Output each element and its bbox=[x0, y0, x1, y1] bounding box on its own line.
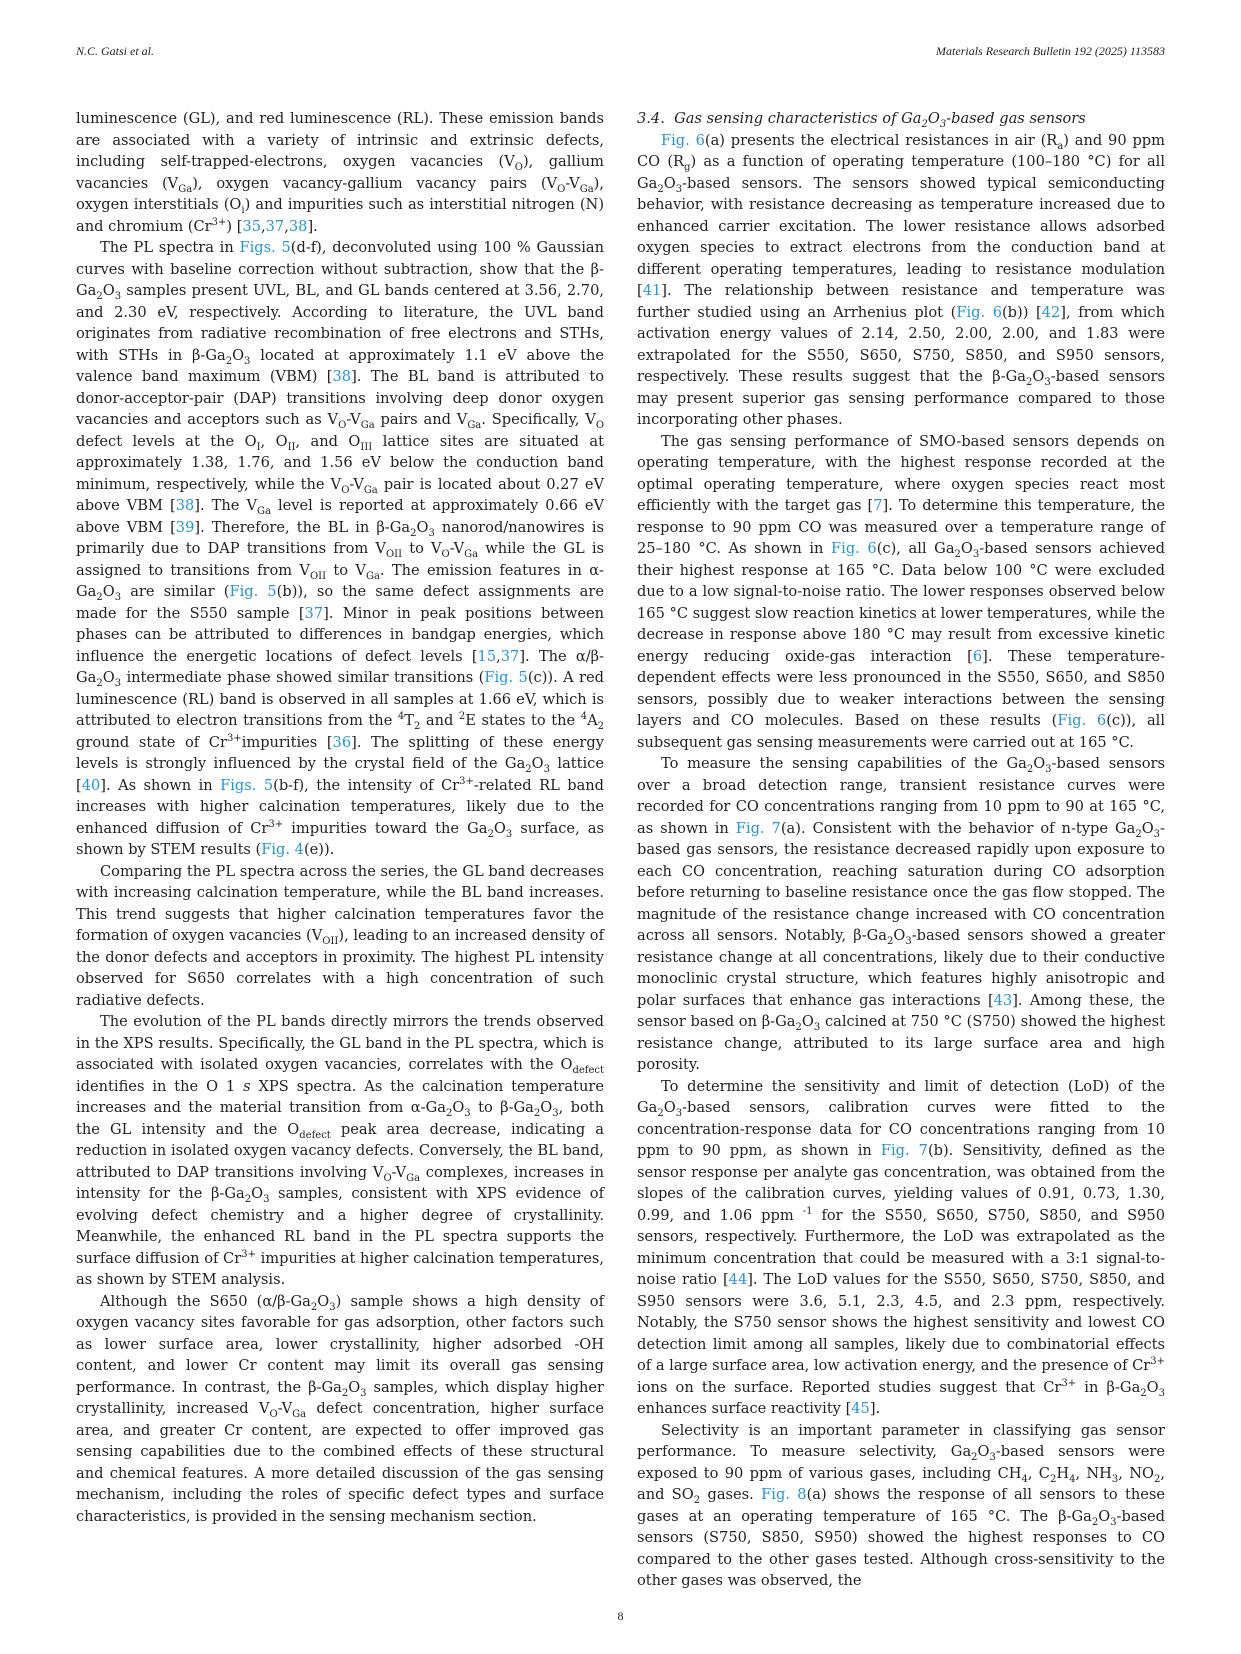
paragraph: To measure the sensing capabilities of the $Ga_2O_3$-based sensors over a broad detection range, transient resistance curves were recorded for CO concentrations ranging from 10 ppm to 90 at 165 °C, as shown in Fig. 7(a). Consistent with the behavior of n-type $Ga_2O_3$-based gas sensors, the resistance decreased rapidly upon exposure to each CO concentration, reaching saturation during CO adsorption before returning to baseline resistance once the gas flow stopped. The magnitude of the resistance change increased with CO concentration across all sensors. Notably, $\beta-Ga_2O_3$-based sensors showed a greater resistance change at all concentrations, likely due to their conductive monoclinic crystal structure, which features highly anisotropic and polar surfaces that enhance gas interactions [43]. Among these, the sensor based on $\beta-Ga_2O_3$ calcined at 750 °C (S750) showed the highest resistance change, attributed to its large surface area and high porosity. bbox=[637, 755, 1165, 1073]
figure-link[interactable]: Fig. 5 bbox=[229, 583, 277, 600]
paragraph: The PL spectra in Figs. 5(d-f), deconvoluted using 100 % Gaussian curves with baseline correction without subtraction, show that the $\beta-Ga_2O_3$ samples present UVL, BL, and GL bands centered at 3.56, 2.70, and 2.30 eV, respectively. According to literature, the UVL band originates from radiative recombination of free electrons and STHs, with STHs in $\beta-Ga_2O_3$ located at approximately 1.1 eV above the valence band maximum (VBM) [38]. The BL band is attributed to donor-acceptor-pair (DAP) transitions involving deep donor oxygen vacancies and acceptors such as $V_O-V_{Ga}$ pairs and $V_{Ga}$. Specifically, $V_O$ defect levels at the $O_I$, $O_{II}$, and $O_{III}$ lattice sites are situated at approximately 1.38, 1.76, and 1.56 eV below the conduction band minimum, respectively, while the $V_O-V_{Ga}$ pair is located about 0.27 eV above VBM [38]. The $V_{Ga}$ level is reported at approximately 0.66 eV above VBM [39]. Therefore, the BL in $\beta-Ga_2O_3$ nanorod/nanowires is primarily due to DAP transitions from $V_{OII}$ to $V_O-V_{Ga}$ while the GL is assigned to transitions from $V_{OII}$ to $V_{Ga}$. The emission features in $\alpha-Ga_2O_3$ are similar (Fig. 5(b)), so the same defect assignments are made for the S550 sample [37]. Minor in peak positions between phases can be attributed to differences in bandgap energies, which influence the energetic locations of defect levels [15,37]. The $\alpha/\beta-Ga_2O_3$ intermediate phase showed similar transitions (Fig. 5(c)). A red luminescence (RL) band is observed in all samples at 1.66 eV, which is attributed to electron transitions from the $^4T_2$ and $^2$E states to the $^4A_2$ ground state of $Cr^{3+}impurities$ [36]. The splitting of these energy levels is strongly influenced by the crystal field of the $Ga_2O_3$ lattice [40]. As shown in Figs. 5(b-f), the intensity of $Cr^{3+}$-related RL band increases with higher calcination temperatures, likely due to the enhanced diffusion of $Cr^{3+}$ impurities toward the $Ga_2O_3$ surface, as shown by STEM results (Fig. 4(e)). bbox=[76, 239, 605, 858]
figure-link[interactable]: Fig. 4 bbox=[261, 841, 304, 858]
paragraph: The evolution of the PL bands directly mirrors the trends observed in the XPS results. Specifically, the GL band in the PL spectra, which is associated with isolated oxygen vacancies, correlates with the $O_{defect}$ identifies in the O 1 s XPS spectra. As the calcination temperature increases and the material transition from $\alpha-Ga_2O_3$ to $\beta-Ga_2O_3$, both the GL intensity and the $O_{defect}$ peak area decrease, indicating a reduction in isolated oxygen vacancy defects. Conversely, the BL band, attributed to DAP transitions involving $V_O-V_{Ga}$ complexes, increases in intensity for the $\beta-Ga_2O_3$ samples, consistent with XPS evidence of evolving defect chemistry and a higher degree of crystallinity. Meanwhile, the enhanced RL band in the PL spectra supports the surface diffusion of $Cr^{3+}$ impurities at higher calcination temperatures, as shown by STEM analysis. bbox=[76, 1013, 605, 1288]
paragraph: Comparing the PL spectra across the series, the GL band decreases with increasing calcination temperature, while the BL band increases. This trend suggests that higher calcination temperatures favor the formation of oxygen vacancies $(V_{OII})$, leading to an increased density of the donor defects and acceptors in proximity. The highest PL intensity observed for S650 correlates with a high concentration of such radiative defects. bbox=[76, 862, 604, 1009]
citation-link[interactable]: 37 bbox=[265, 217, 285, 235]
citation-link[interactable]: 43 bbox=[993, 991, 1013, 1009]
figure-link[interactable]: Figs. 5 bbox=[239, 239, 291, 256]
paragraph: The gas sensing performance of SMO-based sensors depends on operating temperature, with the highest response recorded at the optimal operating temperature, where oxygen species react most efficiently with the target gas [7]. To determine this temperature, the response to 90 ppm CO was measured over a temperature range of 25–180 °C. As shown in Fig. 6(c), all $Ga_2O_3$-based sensors achieved their highest response at 165 °C. Data below 100 °C were excluded due to a low signal-to-noise ratio. The lower responses observed below 165 °C suggest slow reaction kinetics at lower temperatures, while the decrease in response above 180 °C may result from excessive kinetic energy reducing oxide-gas interaction [6]. These temperature-dependent effects were less pronounced in the S550, S650, and S850 sensors, possibly due to weaker interactions between the sensing layers and CO molecules. Based on these results (Fig. 6(c)), all subsequent gas sensing measurements were carried out at 165 °C. bbox=[637, 432, 1166, 751]
paragraph: Although the S650 $(\alpha/\beta-Ga_2O_3)$ sample shows a high density of oxygen vacancy sites favorable for gas adsorption, other factors such as lower surface area, lower crystallinity, higher adsorbed -OH content, and lower Cr content may limit its overall gas sensing performance. In contrast, the $\beta-Ga_2O_3$ samples, which display higher crystallinity, increased $V_O-V_{Ga}$ defect concentration, higher surface area, and greater Cr content, are expected to offer improved gas sensing capabilities due to the combined effects of these structural and chemical features. A more detailed discussion of the gas sensing mechanism, including the roles of specific defect types and surface characteristics, is provided in the sensing mechanism section. bbox=[76, 1292, 604, 1525]
citation-link[interactable]: 37 bbox=[304, 604, 324, 622]
running-header-journal: Materials Research Bulletin 192 (2025) 113583 bbox=[936, 44, 1165, 58]
figure-link[interactable]: Fig. 6 bbox=[661, 131, 705, 149]
citation-link[interactable]: 38 bbox=[288, 217, 308, 235]
paragraph: Selectivity is an important parameter in classifying gas sensor performance. To measure selectivity, $Ga_2O_3$-based sensors were exposed to 90 ppm of various gases, including $CH_4$, $C_2H_4$, $NH_3$, $NO_2$, and $SO_2$ gases. Fig. 8(a) shows the response of all sensors to these gases at an operating temperature of 165 °C. The $\beta-Ga_2O_3$-based sensors (S750, S850, S950) showed the highest responses to CO compared to the other gases tested. Although cross-sensitivity to the other gases was observed, the bbox=[637, 1421, 1166, 1589]
citation-link[interactable]: 40 bbox=[81, 776, 101, 794]
figure-link[interactable]: Fig. 6 bbox=[831, 540, 877, 557]
figure-link[interactable]: Fig. 6 bbox=[956, 303, 1002, 321]
citation-link[interactable]: 36 bbox=[332, 733, 352, 751]
figure-link[interactable]: Fig. 6 bbox=[1057, 712, 1107, 729]
citation-link[interactable]: 15 bbox=[477, 647, 497, 665]
figure-link[interactable]: Fig. 7 bbox=[735, 819, 781, 837]
citation-link[interactable]: 6 bbox=[972, 647, 983, 665]
citation-link[interactable]: 42 bbox=[1041, 303, 1061, 321]
paragraph: Fig. 6(a) presents the electrical resistances in air $(R_a)$ and 90 ppm CO $(R_g)$ as a function of operating temperature (100–180 °C) for all $Ga_2O_3$-based sensors. The sensors showed typical semiconducting behavior, with resistance decreasing as temperature increased due to enhanced carrier excitation. The lower resistance allows adsorbed oxygen species to extract electrons from the conduction band at different operating temperatures, leading to resistance modulation [41]. The relationship between resistance and temperature was further studied using an Arrhenius plot (Fig. 6(b)) [42], from which activation energy values of 2.14, 2.50, 2.00, 2.00, and 1.83 were extrapolated for the S550, S650, S750, S850, and S950 sensors, respectively. These results suggest that the $\beta-Ga_2O_3$-based sensors may present superior gas sensing performance compared to those incorporating other phases. bbox=[637, 131, 1165, 428]
figure-link[interactable]: Fig. 5 bbox=[484, 669, 528, 686]
citation-link[interactable]: 35 bbox=[242, 217, 261, 235]
citation-link[interactable]: 37 bbox=[500, 647, 520, 665]
paragraph: To determine the sensitivity and limit of detection (LoD) of the $Ga_2O_3$-based sensors, calibration curves were fitted to the concentration-response data for CO concentrations ranging from 10 ppm to 90 ppm, as shown in Fig. 7(b). Sensitivity, defined as the sensor response per analyte gas concentration, was obtained from the slopes of the calibration curves, yielding values of 0.91, 0.73, 1.30, 0.99, and 1.06 ppm $^{-1}$ for the S550, S650, S750, S850, and S950 sensors, respectively. Furthermore, the LoD was extrapolated as the minimum concentration that could be measured with a 3:1 signal-to-noise ratio [44]. The LoD values for the S550, S650, S750, S850, and S950 sensors were 3.6, 5.1, 2.3, 4.5, and 2.3 ppm, respectively. Notably, the S750 sensor shows the highest sensitivity and lowest CO detection limit among all samples, likely due to combinatorial effects of a large surface area, low activation energy, and the presence of $Cr^{3+}$ ions on the surface. Reported studies suggest that $Cr^{3+}$ in $\beta-Ga_2O_3$ enhances surface reactivity [45]. bbox=[637, 1077, 1166, 1417]
page-number: 8 bbox=[617, 1609, 624, 1623]
citation-link[interactable]: 39 bbox=[175, 518, 195, 536]
citation-link[interactable]: 38 bbox=[175, 497, 195, 514]
figure-link[interactable]: Figs. 5 bbox=[220, 776, 274, 794]
paragraph: luminescence (GL), and red luminescence (RL). These emission bands are associated with a variety of intrinsic and extrinsic defects, including self-trapped-electrons, oxygen vacancies $(V_O)$, gallium vacancies $(V_{Ga})$, oxygen vacancy-gallium vacancy pairs $(V_O-V_{Ga})$, oxygen interstitials $(O_i)$ and impurities such as interstitial nitrogen (N) and chromium $(Cr^{3+})$ [35,37,38]. bbox=[76, 110, 605, 235]
citation-link[interactable]: 44 bbox=[728, 1271, 748, 1288]
citation-link[interactable]: 45 bbox=[851, 1400, 870, 1417]
citation-link[interactable]: 41 bbox=[642, 282, 662, 299]
left-column bbox=[76, 108, 604, 1527]
section-heading: 3.4. Gas sensing characteristics of $Ga_2O_3$-based gas sensors bbox=[637, 110, 1086, 130]
citation-link[interactable]: 38 bbox=[332, 368, 352, 385]
citation-link[interactable]: 7 bbox=[873, 497, 883, 514]
figure-link[interactable]: Fig. 7 bbox=[880, 1142, 928, 1159]
running-header-authors: N.C. Gatsi et al. bbox=[76, 44, 155, 58]
figure-link[interactable]: Fig. 8 bbox=[761, 1486, 807, 1503]
right-column bbox=[637, 108, 1165, 1592]
